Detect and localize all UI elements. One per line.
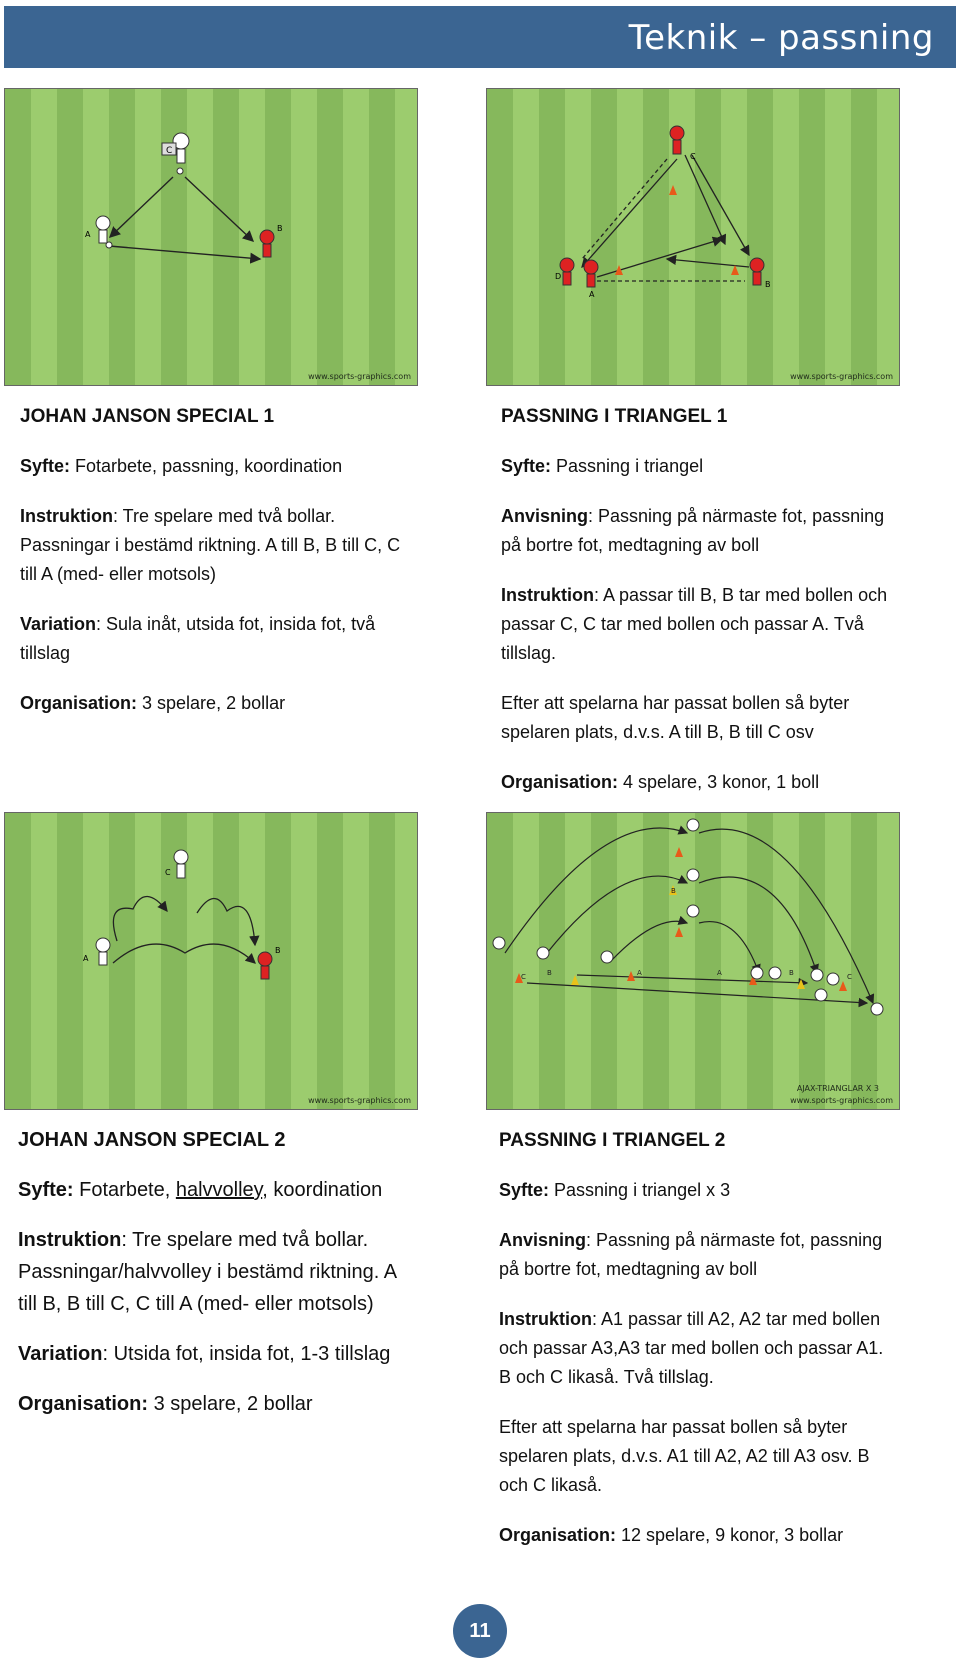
syfte-label: Syfte: — [501, 456, 552, 476]
organisation-line — [20, 689, 440, 718]
svg-text:B: B — [765, 280, 771, 289]
watermark: www.sports-graphics.com — [308, 372, 411, 381]
syfte-label: Syfte: — [499, 1180, 550, 1200]
drill-diagram-3-drawing — [5, 813, 417, 1109]
svg-text:A: A — [85, 230, 91, 239]
svg-text:C: C — [847, 973, 852, 981]
efter-line: Efter att spelarna har passat bollen så byter — [499, 1417, 848, 1437]
variation-line — [20, 610, 440, 639]
syfte-line — [499, 1176, 949, 1205]
drill-diagram-2 — [486, 88, 900, 386]
efter-line-2: spelaren plats, d.v.s. A till B, B till C osv — [501, 722, 814, 742]
svg-text:C: C — [165, 868, 171, 877]
section-passning-i-triangel-1 — [501, 402, 941, 797]
instruktion-text: : A passar till B, B tar med bollen och — [594, 585, 888, 605]
efter-line-3: och C likaså. — [499, 1475, 603, 1495]
organisation-line — [501, 768, 941, 797]
watermark: www.sports-graphics.com — [790, 372, 893, 381]
organisation-line — [18, 1388, 458, 1420]
variation-text: : Utsida fot, insida fot, 1-3 tillslag — [102, 1343, 391, 1365]
svg-text:B: B — [789, 969, 794, 977]
svg-text:D: D — [555, 272, 562, 281]
page-title: Teknik – passning — [628, 18, 934, 58]
watermark: www.sports-graphics.com — [790, 1096, 893, 1105]
instruktion-text: : Tre spelare med två bollar. — [113, 506, 336, 526]
svg-text:B: B — [671, 887, 676, 895]
drill-diagram-3 — [4, 812, 418, 1110]
drill-diagram-4 — [486, 812, 900, 1110]
instruktion-line — [18, 1224, 458, 1256]
section-johan-janson-special-1 — [20, 402, 440, 718]
efter-line-2: spelaren plats, d.v.s. A1 till A2, A2 till A3 osv. B — [499, 1446, 870, 1466]
section-passning-i-triangel-2 — [499, 1126, 949, 1550]
anvisning-label: Anvisning — [499, 1230, 587, 1250]
instruktion-line-3: till B, B till C, C till A (med- eller motsols) — [18, 1293, 374, 1315]
instruktion-line — [499, 1305, 949, 1334]
instruktion-label: Instruktion — [20, 506, 113, 526]
syfte-text-end: , koordination — [262, 1179, 383, 1201]
section-title: JOHAN JANSON SPECIAL 2 — [18, 1129, 286, 1151]
syfte-text: Passning i triangel x 3 — [549, 1180, 731, 1200]
syfte-underlined: halvvolley — [175, 1179, 263, 1201]
svg-text:B: B — [547, 969, 552, 977]
instruktion-line — [20, 502, 440, 531]
organisation-text: 3 spelare, 2 bollar — [148, 1393, 313, 1415]
organisation-label: Organisation: — [501, 772, 619, 792]
svg-text:C: C — [690, 152, 696, 161]
organisation-label: Organisation: — [20, 693, 138, 713]
anvisning-line-2: på bortre fot, medtagning av boll — [501, 535, 760, 555]
anvisning-line-2: på bortre fot, medtagning av boll — [499, 1259, 758, 1279]
organisation-label: Organisation: — [499, 1525, 617, 1545]
instruktion-line — [501, 581, 941, 610]
instruktion-label: Instruktion — [18, 1229, 122, 1251]
variation-line-2: tillslag — [20, 643, 71, 663]
instruktion-line-2: Passningar i bestämd riktning. A till B, B till C, C — [20, 535, 401, 555]
syfte-text: Passning i triangel — [551, 456, 704, 476]
section-title: PASSNING I TRIANGEL 1 — [501, 406, 728, 427]
drill-diagram-2-drawing — [487, 89, 899, 385]
drill-diagram-1 — [4, 88, 418, 386]
page-number: 11 — [453, 1604, 507, 1658]
organisation-line — [499, 1521, 949, 1550]
organisation-text: 3 spelare, 2 bollar — [137, 693, 286, 713]
anvisning-line — [499, 1226, 949, 1255]
svg-text:A: A — [637, 969, 642, 977]
instruktion-line-3: till A (med- eller motsols) — [20, 564, 217, 584]
syfte-text: Fotarbete, passning, koordination — [70, 456, 343, 476]
instruktion-label: Instruktion — [501, 585, 594, 605]
watermark: www.sports-graphics.com — [308, 1096, 411, 1105]
efter-line: Efter att spelarna har passat bollen så byter — [501, 693, 850, 713]
section-title: JOHAN JANSON SPECIAL 1 — [20, 406, 275, 427]
variation-label: Variation — [20, 614, 97, 634]
variation-text: : Sula inåt, utsida fot, insida fot, två — [96, 614, 376, 634]
syfte-line — [20, 452, 440, 481]
instruktion-text: : A1 passar till A2, A2 tar med bollen — [592, 1309, 881, 1329]
instruktion-line-2: passar C, C tar med bollen och passar A. Två — [501, 614, 864, 634]
anvisning-text: : Passning på närmaste fot, passning — [586, 1230, 883, 1250]
organisation-text: 12 spelare, 9 konor, 3 bollar — [616, 1525, 844, 1545]
organisation-label: Organisation: — [18, 1393, 149, 1415]
variation-label: Variation — [18, 1343, 103, 1365]
drill-diagram-4-drawing — [487, 813, 899, 1109]
syfte-text: Fotarbete, — [73, 1179, 176, 1201]
syfte-label: Syfte: — [18, 1179, 74, 1201]
diagram-caption: AJAX-TRIANGLAR X 3 — [796, 1084, 879, 1093]
syfte-line — [18, 1174, 458, 1206]
instruktion-line-2: och passar A3,A3 tar med bollen och passar A1. — [499, 1338, 884, 1358]
variation-line — [18, 1338, 458, 1370]
anvisning-text: : Passning på närmaste fot, passning — [588, 506, 885, 526]
svg-text:A: A — [589, 290, 595, 299]
svg-text:C: C — [166, 146, 173, 156]
syfte-line — [501, 452, 941, 481]
organisation-text: 4 spelare, 3 konor, 1 boll — [618, 772, 820, 792]
svg-text:B: B — [277, 224, 283, 233]
svg-text:C: C — [521, 973, 526, 981]
drill-diagram-1-drawing — [5, 89, 417, 385]
instruktion-text: : Tre spelare med två bollar. — [121, 1229, 369, 1251]
anvisning-line — [501, 502, 941, 531]
instruktion-line-3: B och C likaså. Två tillslag. — [499, 1367, 714, 1387]
svg-text:B: B — [275, 946, 281, 955]
syfte-label: Syfte: — [20, 456, 71, 476]
instruktion-label: Instruktion — [499, 1309, 592, 1329]
section-title: PASSNING I TRIANGEL 2 — [499, 1130, 726, 1151]
instruktion-line-2: Passningar/halvvolley i bestämd riktning. A — [18, 1261, 398, 1283]
svg-text:A: A — [83, 954, 89, 963]
svg-text:A: A — [717, 969, 722, 977]
anvisning-label: Anvisning — [501, 506, 589, 526]
section-johan-janson-special-2 — [18, 1124, 458, 1420]
instruktion-line-3: tillslag. — [501, 643, 557, 663]
page-header-bar — [4, 6, 956, 68]
